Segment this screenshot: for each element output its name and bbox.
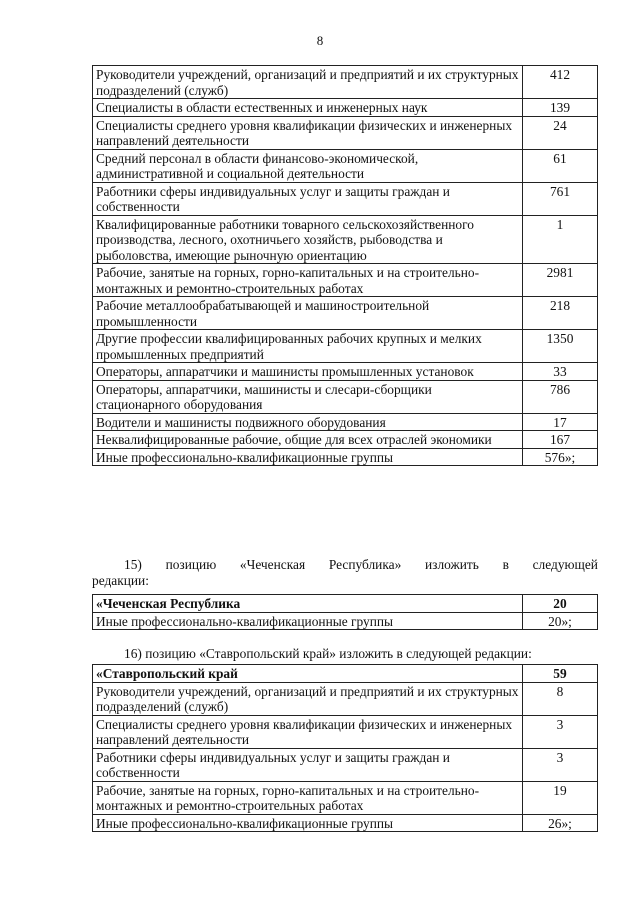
paragraph-word: «Чеченская [239,557,306,572]
table-row [93,215,598,264]
table-row [93,363,598,381]
row-label: Средний персонал в области финансово-экономической, административной и социальной деятельности [93,149,523,182]
row-label: Работники сферы индивидуальных услуг и защиты граждан и собственности [93,182,523,215]
row-label: Руководители учреждений, организаций и предприятий и их структурных подразделений (служб) [93,66,523,99]
row-label: Специалисты в области естественных и инженерных наук [93,99,523,117]
paragraph-15-line2: редакции: [92,572,149,588]
row-value: 33 [523,363,598,381]
row-label: Специалисты среднего уровня квалификации физических и инженерных направлений деятельности [93,116,523,149]
table-row [93,264,598,297]
table-row [93,116,598,149]
paragraph-word: изложить [424,557,479,572]
row-value: 761 [523,182,598,215]
table-row [93,330,598,363]
row-value: 2981 [523,264,598,297]
row-value: 139 [523,99,598,117]
row-label: Квалифицированные работники товарного сельскохозяйственного производства, лесного, охотничьего хозяйств, рыбоводства и рыболовства, имеющие рыночную ориентацию [93,215,523,264]
table-row [93,448,598,466]
region-total: 59 [523,665,598,683]
row-label: Операторы, аппаратчики, машинисты и слесари-сборщики стационарного оборудования [93,380,523,413]
row-label: Водители и машинисты подвижного оборудования [93,413,523,431]
paragraph-15 [92,557,598,588]
row-value: 786 [523,380,598,413]
paragraph-word: Республика» [328,557,402,572]
row-value: 8 [523,682,598,715]
row-value: 218 [523,297,598,330]
row-label: Рабочие, занятые на горных, горно-капитальных и на строительно-монтажных и ремонтно-строительных работах [93,781,523,814]
table-row [93,781,598,814]
paragraph-word: в [502,557,509,572]
region-name: «Чеченская Республика [93,595,523,613]
paragraph-15-line1 [92,557,598,573]
row-label: Работники сферы индивидуальных услуг и защиты граждан и собственности [93,748,523,781]
row-value: 24 [523,116,598,149]
row-label: Руководители учреждений, организаций и предприятий и их структурных подразделений (служб) [93,682,523,715]
table-row [93,682,598,715]
row-label: Иные профессионально-квалификационные группы [93,814,523,832]
row-value: 26»; [523,814,598,832]
region-total: 20 [523,595,598,613]
row-label: Неквалифицированные рабочие, общие для всех отраслей экономики [93,431,523,449]
row-value: 412 [523,66,598,99]
stavropol-krai-table [92,664,598,832]
table-row [93,748,598,781]
paragraph-word: 15) [124,557,142,572]
row-value: 576»; [523,448,598,466]
region-name: «Ставропольский край [93,665,523,683]
row-label: Другие профессии квалифицированных рабочих крупных и мелких промышленных предприятий [93,330,523,363]
table-row [93,715,598,748]
row-label: Специалисты среднего уровня квалификации физических и инженерных направлений деятельности [93,715,523,748]
row-label: Рабочие, занятые на горных, горно-капитальных и на строительно-монтажных и ремонтно-строительных работах [93,264,523,297]
table-header-row [93,595,598,613]
table-row [93,380,598,413]
occupation-table-continued [92,65,598,466]
row-value: 3 [523,715,598,748]
table-row [93,99,598,117]
paragraph-16: 16) позицию «Ставропольский край» изложить в следующей редакции: [124,646,532,661]
row-label: Иные профессионально-квалификационные группы [93,612,523,630]
table-row [93,413,598,431]
table-row [93,814,598,832]
table-row [93,431,598,449]
row-value: 20»; [523,612,598,630]
row-value: 61 [523,149,598,182]
row-value: 1 [523,215,598,264]
paragraph-word: следующей [532,557,598,572]
chechen-republic-table [92,594,598,630]
row-value: 3 [523,748,598,781]
table-row [93,297,598,330]
table-header-row [93,665,598,683]
row-value: 1350 [523,330,598,363]
page-number: 8 [316,33,324,48]
table-row [93,182,598,215]
row-value: 167 [523,431,598,449]
row-label: Рабочие металлообрабатывающей и машиностроительной промышленности [93,297,523,330]
row-value: 19 [523,781,598,814]
paragraph-word: позицию [165,557,217,572]
table-row [93,612,598,630]
row-value: 17 [523,413,598,431]
row-label: Иные профессионально-квалификационные группы [93,448,523,466]
table-row [93,66,598,99]
row-label: Операторы, аппаратчики и машинисты промышленных установок [93,363,523,381]
table-row [93,149,598,182]
